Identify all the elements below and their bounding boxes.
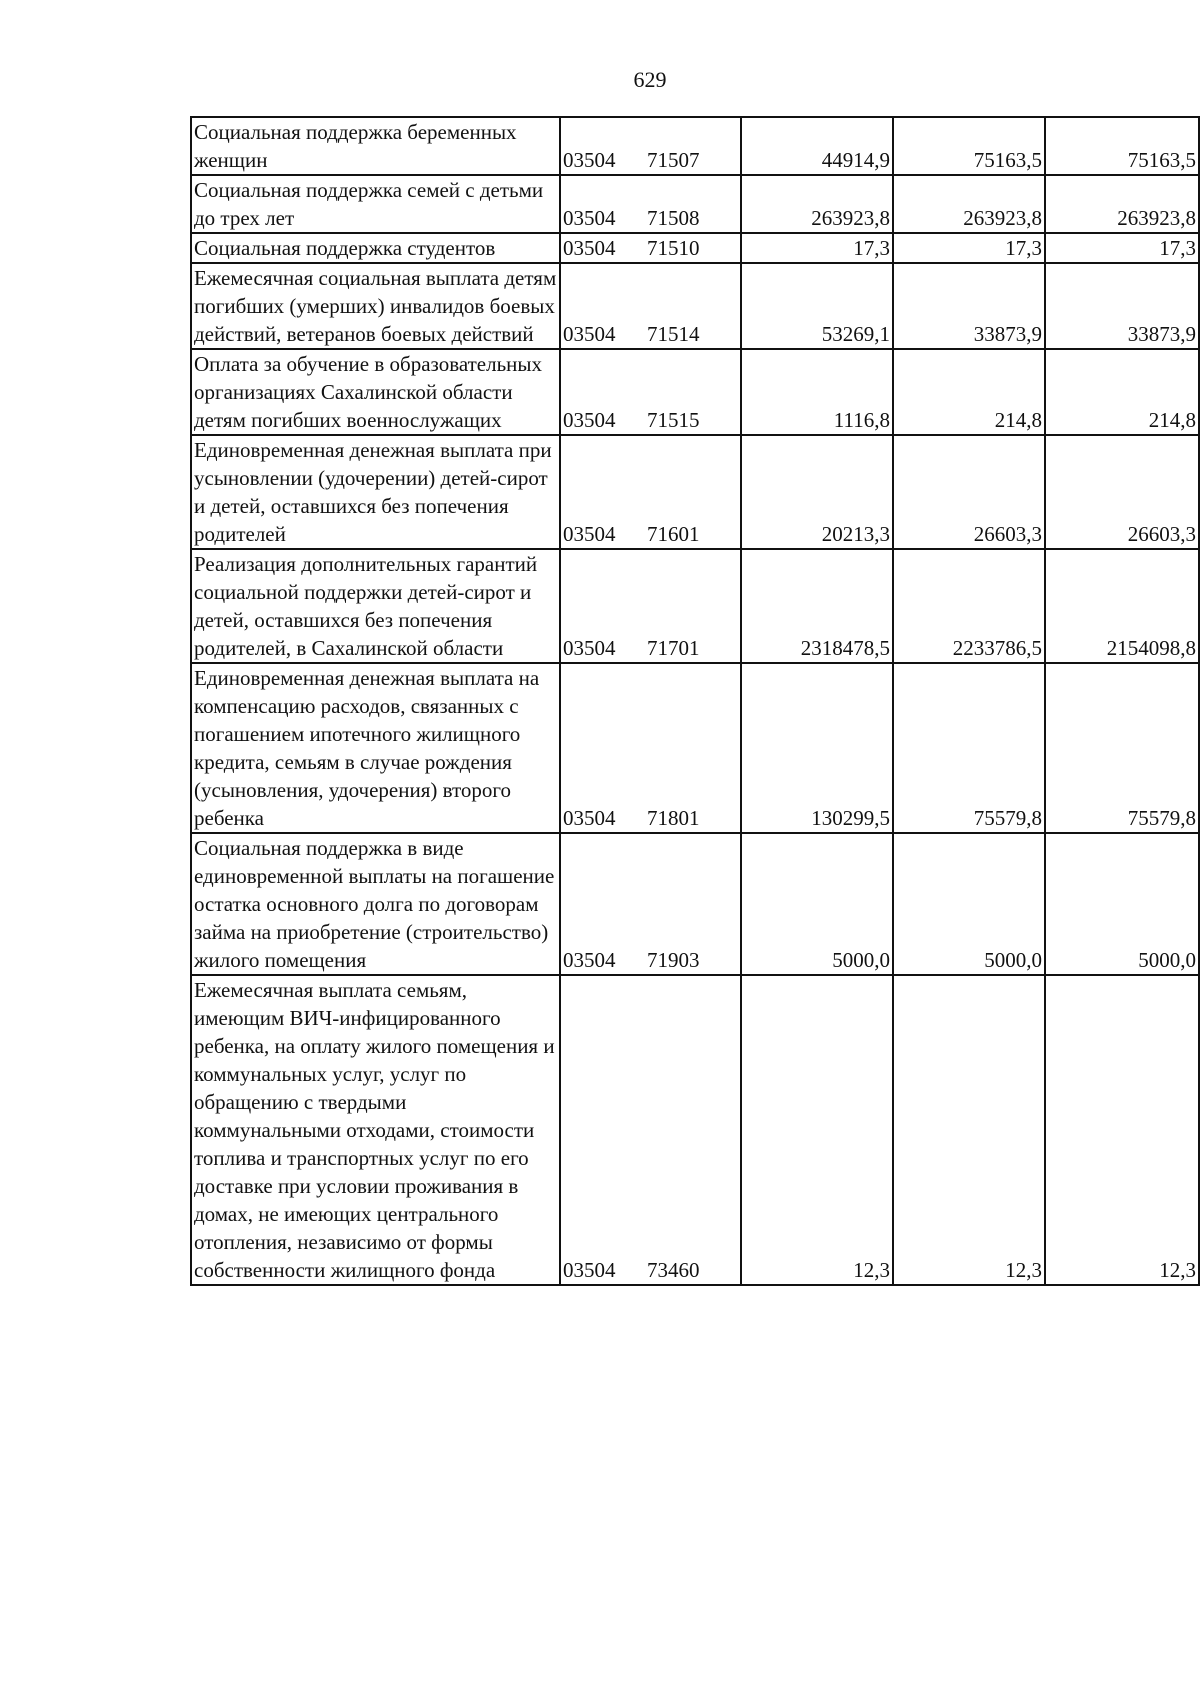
table-row bbox=[191, 663, 1199, 833]
amount-year-3: 12,3 bbox=[1045, 975, 1199, 1285]
table-row bbox=[191, 233, 1199, 263]
amount-year-2: 263923,8 bbox=[893, 175, 1045, 233]
row-codes-cell bbox=[560, 833, 741, 975]
row-name-cell bbox=[191, 117, 560, 175]
row-name-cell bbox=[191, 663, 560, 833]
target-code: 71701 bbox=[647, 636, 700, 660]
row-codes-cell bbox=[560, 349, 741, 435]
table-row bbox=[191, 435, 1199, 549]
budget-table bbox=[190, 116, 1200, 1286]
amount-year-1: 44914,9 bbox=[741, 117, 893, 175]
target-code: 71515 bbox=[647, 408, 700, 432]
amount-year-3: 263923,8 bbox=[1045, 175, 1199, 233]
table-row bbox=[191, 349, 1199, 435]
row-name: Социальная поддержка студентов bbox=[194, 236, 496, 260]
section-code: 03504 bbox=[563, 636, 616, 660]
amount-year-1: 53269,1 bbox=[741, 263, 893, 349]
section-code: 03504 bbox=[563, 206, 616, 230]
row-name-cell bbox=[191, 349, 560, 435]
section-code: 03504 bbox=[563, 948, 616, 972]
row-codes-cell bbox=[560, 549, 741, 663]
row-name: Ежемесячная выплата семьям, имеющим ВИЧ-инфицированного ребенка, на оплату жилого помещения и коммунальных услуг, услуг по обращению с твердыми коммунальными отходами, стоимости топлива и транспортных услуг по его доставке при условии проживания в домах, не имеющих центрального отопления, независимо от формы собственности жилищного фонда bbox=[194, 978, 555, 1282]
row-name: Единовременная денежная выплата при усыновлении (удочерении) детей-сирот и детей, оставшихся без попечения родителей bbox=[194, 438, 552, 546]
row-codes-cell bbox=[560, 175, 741, 233]
target-code: 71514 bbox=[647, 322, 700, 346]
amount-year-2: 75163,5 bbox=[893, 117, 1045, 175]
row-codes-cell bbox=[560, 117, 741, 175]
target-code: 71507 bbox=[647, 148, 700, 172]
section-code: 03504 bbox=[563, 1258, 616, 1282]
amount-year-1: 130299,5 bbox=[741, 663, 893, 833]
table-row bbox=[191, 117, 1199, 175]
amount-year-3: 26603,3 bbox=[1045, 435, 1199, 549]
target-code: 71801 bbox=[647, 806, 700, 830]
row-name-cell bbox=[191, 975, 560, 1285]
amount-year-3: 17,3 bbox=[1045, 233, 1199, 263]
section-code: 03504 bbox=[563, 408, 616, 432]
amount-year-3: 75579,8 bbox=[1045, 663, 1199, 833]
row-name: Социальная поддержка беременных женщин bbox=[194, 120, 517, 172]
page-number: 629 bbox=[633, 67, 667, 92]
amount-year-2: 214,8 bbox=[893, 349, 1045, 435]
amount-year-2: 33873,9 bbox=[893, 263, 1045, 349]
table-row bbox=[191, 975, 1199, 1285]
row-codes-cell bbox=[560, 435, 741, 549]
target-code: 71510 bbox=[647, 236, 700, 260]
row-name-cell bbox=[191, 233, 560, 263]
amount-year-2: 12,3 bbox=[893, 975, 1045, 1285]
amount-year-3: 5000,0 bbox=[1045, 833, 1199, 975]
row-name-cell bbox=[191, 435, 560, 549]
amount-year-3: 75163,5 bbox=[1045, 117, 1199, 175]
amount-year-2: 26603,3 bbox=[893, 435, 1045, 549]
table-row bbox=[191, 833, 1199, 975]
table-row bbox=[191, 263, 1199, 349]
amount-year-2: 17,3 bbox=[893, 233, 1045, 263]
amount-year-1: 20213,3 bbox=[741, 435, 893, 549]
row-name-cell bbox=[191, 175, 560, 233]
section-code: 03504 bbox=[563, 806, 616, 830]
amount-year-1: 2318478,5 bbox=[741, 549, 893, 663]
row-name: Единовременная денежная выплата на компенсацию расходов, связанных с погашением ипотечного жилищного кредита, семьям в случае рождения (усыновления, удочерения) второго ребенка bbox=[194, 666, 540, 830]
amount-year-3: 214,8 bbox=[1045, 349, 1199, 435]
target-code: 71508 bbox=[647, 206, 700, 230]
amount-year-2: 5000,0 bbox=[893, 833, 1045, 975]
row-name-cell bbox=[191, 263, 560, 349]
target-code: 73460 bbox=[647, 1258, 700, 1282]
amount-year-3: 2154098,8 bbox=[1045, 549, 1199, 663]
row-codes-cell bbox=[560, 233, 741, 263]
section-code: 03504 bbox=[563, 236, 616, 260]
row-name-cell bbox=[191, 833, 560, 975]
section-code: 03504 bbox=[563, 522, 616, 546]
table-row bbox=[191, 549, 1199, 663]
amount-year-2: 2233786,5 bbox=[893, 549, 1045, 663]
row-codes-cell bbox=[560, 975, 741, 1285]
row-name: Социальная поддержка семей с детьми до трех лет bbox=[194, 178, 544, 230]
section-code: 03504 bbox=[563, 322, 616, 346]
row-codes-cell bbox=[560, 263, 741, 349]
row-name: Социальная поддержка в виде единовременной выплаты на погашение остатка основного долга по договорам займа на приобретение (строительство) жилого помещения bbox=[194, 836, 555, 972]
target-code: 71601 bbox=[647, 522, 700, 546]
amount-year-3: 33873,9 bbox=[1045, 263, 1199, 349]
row-name: Ежемесячная социальная выплата детям погибших (умерших) инвалидов боевых действий, ветеранов боевых действий bbox=[194, 266, 557, 346]
amount-year-1: 12,3 bbox=[741, 975, 893, 1285]
row-codes-cell bbox=[560, 663, 741, 833]
row-name: Оплата за обучение в образовательных организациях Сахалинской области детям погибших военнослужащих bbox=[194, 352, 543, 432]
amount-year-1: 5000,0 bbox=[741, 833, 893, 975]
budget-table-body bbox=[191, 117, 1199, 1285]
amount-year-1: 263923,8 bbox=[741, 175, 893, 233]
row-name-cell bbox=[191, 549, 560, 663]
amount-year-1: 17,3 bbox=[741, 233, 893, 263]
table-row bbox=[191, 175, 1199, 233]
row-name: Реализация дополнительных гарантий социальной поддержки детей-сирот и детей, оставшихся без попечения родителей, в Сахалинской области bbox=[194, 552, 538, 660]
amount-year-1: 1116,8 bbox=[741, 349, 893, 435]
amount-year-2: 75579,8 bbox=[893, 663, 1045, 833]
target-code: 71903 bbox=[647, 948, 700, 972]
section-code: 03504 bbox=[563, 148, 616, 172]
